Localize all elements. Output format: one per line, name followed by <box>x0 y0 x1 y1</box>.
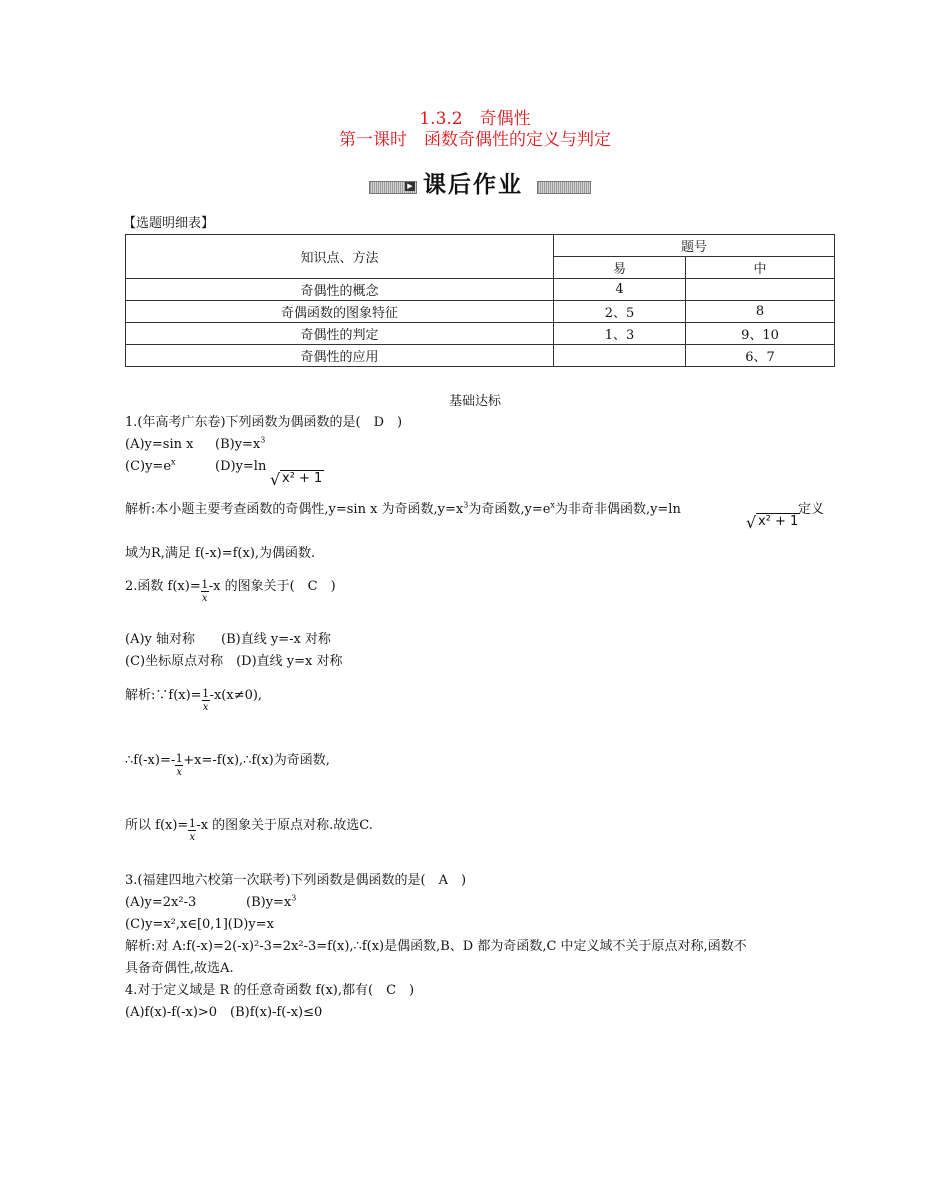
lesson-title: 第一课时 函数奇偶性的定义与判定 <box>339 130 611 150</box>
table-row <box>126 345 835 367</box>
cell-easy: 2、5 <box>554 301 686 323</box>
q3-analysis-1: 解析:对 A:f(-x)=2(-x)²-3=2x²-3=f(x),∴f(x)是偶函数,B、D 都为奇函数,C 中定义域不关于原点对称,函数不 <box>125 939 747 954</box>
q2-analysis-3: 所以 f(x)= $\frac{1}{x}$ -x 的图象关于原点对称.故选C. <box>125 817 373 843</box>
q2-analysis-1: 解析:∵f(x)= $\frac{1}{x}$ -x(x≠0), <box>125 687 263 713</box>
sqrt-expression: √ x² + 1 <box>270 470 323 489</box>
q1-analysis: 解析:本小题主要考查函数的奇偶性,y=sin x 为奇函数$,y=x^3$为奇函数$,y=e^x$为非奇非偶函数,y=ln <box>125 500 681 517</box>
cell-easy: 4 <box>554 279 686 301</box>
q1-stem: 1.(年高考广东卷)下列函数为偶函数的是( D ) <box>125 415 403 430</box>
cell-mid: 6、7 <box>686 345 835 367</box>
fraction: $\frac{1}{x}$ <box>175 752 183 778</box>
q3-analysis-2: 具备奇偶性,故选A. <box>125 961 234 976</box>
fraction: $\frac{1}{x}$ <box>188 817 196 843</box>
radicand: x² + 1 <box>758 514 799 529</box>
q3-option-b: $(B)y=x^3$ <box>246 893 297 910</box>
cell-easy: 1、3 <box>554 323 686 345</box>
q2-stem: 2.函数 f(x)= $\frac{1}{x}$ -x 的图象关于( C ) <box>125 578 336 604</box>
q2-options-ab: (A)y 轴对称 (B)直线 y=-x 对称 <box>125 632 331 647</box>
q2-options-cd: (C)坐标原点对称 (D)直线 y=x 对称 <box>125 654 343 669</box>
q1-option-c: $(C)y=e^x$ <box>125 457 176 474</box>
table-row <box>126 279 835 301</box>
q3-option-a: (A)y=2x²-3 <box>125 895 197 910</box>
cell-mid <box>686 279 835 301</box>
q4-options-ab: (A)f(x)-f(-x)>0 (B)f(x)-f(-x)≤0 <box>125 1005 323 1020</box>
q4-stem: 4.对于定义域是 R 的任意奇函数 f(x),都有( C ) <box>125 983 415 998</box>
section-heading-basic: 基础达标 <box>448 394 501 409</box>
cell-easy <box>554 345 686 367</box>
q1-option-d: (D)y=ln <box>215 459 267 474</box>
q1-analysis-line2: 域为R,满足 f(-x)=f(x),为偶函数. <box>125 546 316 561</box>
header-easy: 易 <box>554 257 686 279</box>
section-title: 1.3.2 奇偶性 <box>419 109 531 129</box>
sqrt-expression: √ x² + 1 <box>746 513 799 532</box>
q1-option-a: (A)y=sin x <box>125 437 194 452</box>
table-caption: 【选题明细表】 <box>123 216 215 231</box>
cell-topic: 奇偶性的应用 <box>126 345 554 367</box>
q3-stem: 3.(福建四地六校第一次联考)下列函数是偶函数的是( A ) <box>125 873 467 888</box>
homework-banner <box>369 170 591 200</box>
play-icon: ▶ <box>405 182 415 191</box>
table-row <box>126 323 835 345</box>
question-detail-table <box>125 234 835 367</box>
banner-right-bar <box>537 181 591 194</box>
cell-topic: 奇偶性的判定 <box>126 323 554 345</box>
header-topic: 知识点、方法 <box>126 235 554 279</box>
cell-mid: 9、10 <box>686 323 835 345</box>
banner-title: 课后作业 <box>423 172 523 198</box>
radicand: x² + 1 <box>282 471 323 486</box>
fraction: $\frac{1}{x}$ <box>202 687 210 713</box>
table-row <box>126 301 835 323</box>
cell-mid: 8 <box>686 301 835 323</box>
cell-topic: 奇偶性的概念 <box>126 279 554 301</box>
fraction: $\frac{1}{x}$ <box>201 578 209 604</box>
cell-topic: 奇偶函数的图象特征 <box>126 301 554 323</box>
q1-analysis-end: 定义 <box>798 502 825 517</box>
header-number: 题号 <box>554 235 835 257</box>
q3-options-cd: (C)y=x²,x∈[0,1](D)y=x <box>125 917 274 932</box>
q1-option-b: $(B)y=x^3$ <box>215 435 266 452</box>
q2-analysis-2: ∴f(-x)=- $\frac{1}{x}$ +x=-f(x),∴f(x)为奇函数, <box>125 752 330 778</box>
header-mid: 中 <box>686 257 835 279</box>
